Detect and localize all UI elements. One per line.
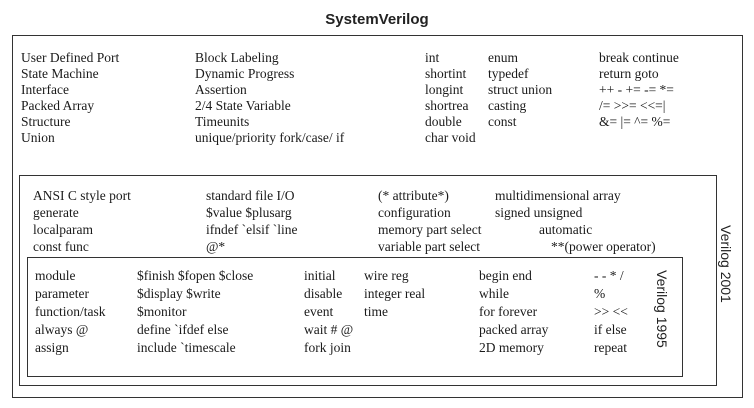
v2001-feature: variable part select <box>378 239 480 254</box>
sv-operator: return goto <box>599 66 659 81</box>
sv-operator: ++ - += -= *= <box>599 82 674 97</box>
v2001-column-1 <box>33 187 131 255</box>
v2001-feature: @* <box>206 239 226 254</box>
v1995-column-1 <box>35 267 106 357</box>
v1995-keyword: disable <box>304 286 343 301</box>
v1995-keyword: for forever <box>479 304 538 319</box>
v1995-keyword: integer real <box>364 286 426 301</box>
sv-keyword: typedef <box>488 66 529 81</box>
sv-keyword: enum <box>488 50 518 65</box>
v1995-keyword: include `timescale <box>137 340 236 355</box>
v2001-feature: ifndef `elsif `line <box>206 222 298 237</box>
v1995-keyword: always @ <box>35 322 89 337</box>
v1995-keyword: wait # @ <box>304 322 354 337</box>
v2001-feature: multidimensional array <box>495 188 621 203</box>
v1995-operator: if else <box>594 322 627 337</box>
v1995-keyword: while <box>479 286 509 301</box>
v2001-feature: ANSI C style port <box>33 188 131 203</box>
v1995-keyword: parameter <box>35 286 89 301</box>
sv-feature: State Machine <box>21 66 99 81</box>
v1995-operator: % <box>594 286 606 301</box>
v1995-column-4 <box>364 267 425 321</box>
sv-column-3 <box>425 50 476 146</box>
sv-column-4 <box>488 50 552 130</box>
v2001-feature: $value $plusarg <box>206 205 292 220</box>
sv-feature: Dynamic Progress <box>195 66 295 81</box>
v1995-keyword: define `ifdef else <box>137 322 229 337</box>
v1995-keyword: $finish $fopen $close <box>137 268 254 283</box>
v1995-column-2 <box>137 267 253 357</box>
sv-keyword: char void <box>425 130 476 145</box>
sv-keyword: shortint <box>425 66 467 81</box>
sv-keyword: double <box>425 114 462 129</box>
v1995-keyword: fork join <box>304 340 351 355</box>
v1995-column-3 <box>304 267 353 357</box>
sv-feature: Interface <box>21 82 69 97</box>
sv-column-2 <box>195 50 344 146</box>
v1995-keyword: 2D memory <box>479 340 544 355</box>
v2001-feature: configuration <box>378 205 451 220</box>
v2001-feature: **(power operator) <box>551 239 656 254</box>
v2001-feature: generate <box>33 205 79 220</box>
v1995-keyword: event <box>304 304 334 319</box>
v2001-column-3 <box>378 187 481 255</box>
v1995-keyword: function/task <box>35 304 106 319</box>
v1995-keyword: $monitor <box>137 304 187 319</box>
sv-operator: &= |= ^= %= <box>599 114 671 129</box>
v1995-keyword: begin end <box>479 268 532 283</box>
sv-keyword: int <box>425 50 440 65</box>
v2001-feature: signed unsigned <box>495 205 583 220</box>
verilog-2001-label: Verilog 2001 <box>718 225 734 303</box>
v1995-keyword: wire reg <box>364 268 409 283</box>
sv-feature: Structure <box>21 114 71 129</box>
sv-feature: User Defined Port <box>21 50 120 65</box>
v2001-feature: const func <box>33 239 89 254</box>
sv-operator: /= >>= <<=| <box>599 98 666 113</box>
sv-feature: unique/priority fork/case/ if <box>195 130 345 145</box>
sv-feature: Block Labeling <box>195 50 279 65</box>
sv-keyword: const <box>488 114 517 129</box>
verilog-1995-label: Verilog 1995 <box>654 270 670 348</box>
v1995-column-5 <box>479 267 548 357</box>
sv-feature: Assertion <box>195 82 247 97</box>
sv-column-5 <box>599 50 679 130</box>
v1995-keyword: assign <box>35 340 69 355</box>
diagram-title: SystemVerilog <box>325 11 429 28</box>
verilog-1995-box <box>27 257 683 377</box>
v2001-feature: localparam <box>33 222 93 237</box>
v1995-keyword: $display $write <box>137 286 221 301</box>
v1995-keyword: packed array <box>479 322 549 337</box>
v1995-keyword: time <box>364 304 388 319</box>
v1995-keyword: initial <box>304 268 336 283</box>
v1995-keyword: module <box>35 268 76 283</box>
v2001-feature: automatic <box>539 222 593 237</box>
sv-keyword: casting <box>488 98 527 113</box>
v1995-operator: repeat <box>594 340 627 355</box>
v2001-feature: standard file I/O <box>206 188 295 203</box>
sv-column-1 <box>21 50 119 146</box>
v2001-feature: (* attribute*) <box>378 188 449 203</box>
sv-feature: Packed Array <box>21 98 95 113</box>
v2001-feature: memory part select <box>378 222 482 237</box>
v1995-operator: >> << <box>594 304 628 319</box>
sv-keyword: shortrea <box>425 98 469 113</box>
sv-feature: Timeunits <box>195 114 250 129</box>
sv-feature: 2/4 State Variable <box>195 98 291 113</box>
v2001-column-2 <box>206 187 297 255</box>
sv-operator: break continue <box>599 50 679 65</box>
sv-keyword: struct union <box>488 82 553 97</box>
v1995-operator: - - * / <box>594 268 624 283</box>
v1995-column-6 <box>594 267 628 357</box>
sv-feature: Union <box>21 130 55 145</box>
sv-keyword: longint <box>425 82 464 97</box>
